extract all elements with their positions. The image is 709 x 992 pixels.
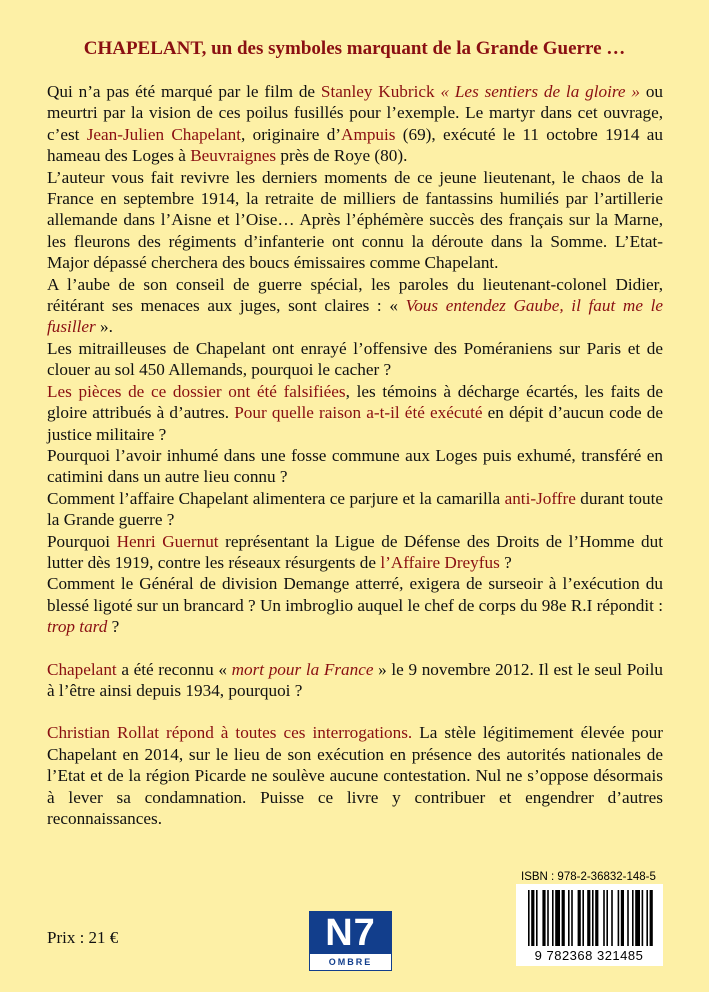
barcode-bar xyxy=(603,890,605,946)
barcode-bar xyxy=(555,890,560,946)
blurb-text xyxy=(47,81,663,829)
paragraph-kubrick: Qui n’a pas été marqué par le film de Stanley Kubrick « Les sentiers de la gloire » ou meurtri par la vision de ces poilus fusillés pour l’exemple. Le martyr dans cet ouvrage, c’est Jean-Julien Chapelant, originaire d’Ampuis (69), exécuté le 11 octobre 1914 au hameau des Loges à Beuvraignes près de Roye (80). xyxy=(47,82,664,166)
paragraph-demange: Comment le Général de division Demange atterré, exigera de surseoir à l’exécution du blessé ligoté sur un brancard ? Un imbroglio auquel le chef de corps du 98e R.I répondit : trop tard ? xyxy=(47,574,663,637)
barcode-bar xyxy=(552,890,554,946)
barcode-bar xyxy=(618,890,620,946)
barcode-bar xyxy=(592,890,594,946)
paragraph-mitrailleuses: Les mitrailleuses de Chapelant ont enrayé l’offensive des Poméraniens sur Paris et de clouer au sol 450 Allemands, pourquoi le cacher ? xyxy=(47,338,663,380)
name-chapelant: Jean-Julien Chapelant xyxy=(86,124,242,144)
film-title: « Les sentiers de la gloire » xyxy=(434,82,640,101)
barcode-bar xyxy=(621,890,624,946)
barcode-bar xyxy=(642,890,644,946)
barcode-bar xyxy=(582,890,584,946)
place-ampuis: Ampuis xyxy=(341,124,396,144)
paragraph-inhume: Pourquoi l’avoir inhumé dans une fosse commune aux Loges puis exhumé, transféré en catimini dans un autre lieu connu ? xyxy=(47,445,663,487)
paragraph-conseil: A l’aube de son conseil de guerre spécial, les paroles du lieutenant-colonel Didier, réitérant ses menaces aux juges, sont claires : « Vous entendez Gaube, il faut me le fusiller ». xyxy=(47,274,664,337)
paragraph-rollat: Christian Rollat répond à toutes ces interrogations. La stèle légitimement élevée pour Chapelant en 2014, sur le lieu de son exécution en présence des autorités nationales de l’Etat et de la région Picarde ne soulève aucune contestation. Nul ne s’oppose désormais à lever sa condamnation. Puisse ce livre y contribuer et engendrer d’autres reconnaissances. xyxy=(47,723,663,828)
paragraph-guernut: Pourquoi Henri Guernut représentant la Ligue de Défense des Droits de l’Homme dut lutter dès 1919, contre les réseaux résurgents de l’Affaire Dreyfus ? xyxy=(47,531,663,572)
barcode-number: 9 782368 321485 xyxy=(534,948,644,963)
barcode-bar xyxy=(578,890,581,946)
paragraph-joffre: Comment l’affaire Chapelant alimentera ce parjure et la camarilla anti-Joffre durant toute la Grande guerre ? xyxy=(47,488,663,530)
barcode-bar xyxy=(568,890,570,946)
place-beuvraignes: Beuvraignes xyxy=(190,146,277,166)
paragraph-mort-pour-la-france: Chapelant a été reconnu « mort pour la France » le 9 novembre 2012. Il est le seul Poilu à l’être ainsi depuis 1934, pourquoi ? xyxy=(47,659,663,700)
barcode-bar xyxy=(531,890,534,946)
paragraph-author-intro: L’auteur vous fait revivre les derniers moments de ce jeune lieutenant, le chaos de la France en septembre 1914, la retraite de milliers de fantassins humiliés par l’artillerie allemande dans l’Aisne et l’Oise… Après l’éphémère succès des français sur la Marne, les fleurons des régiments d’infanterie ont connu la déroute dans la Somme. L’Etat-Major dépassé cherchera des boucs émissaires comme Chapelant. xyxy=(47,167,663,273)
barcode-bar xyxy=(635,890,640,946)
barcode-bar xyxy=(547,890,549,946)
isbn-label: ISBN : 978-2-36832-148-5 xyxy=(521,871,656,883)
barcode-bar xyxy=(650,890,653,946)
barcode-bars xyxy=(516,884,663,966)
price-label: Prix : 21 € xyxy=(47,928,119,947)
paragraph-dossier: Les pièces de ce dossier ont été falsifiées, les témoins à décharge écartés, les faits de gloire attribués à d’autres. Pour quelle raison a-t-il été exécuté en dépit d’aucun code de justice militaire ? xyxy=(47,381,663,444)
back-cover-title: CHAPELANT, un des symboles marquant de la Grande Guerre … xyxy=(83,38,626,59)
barcode-bar xyxy=(542,890,545,946)
barcode-bar xyxy=(587,890,590,946)
barcode-bar xyxy=(571,890,573,946)
barcode-bar xyxy=(611,890,613,946)
barcode-bar xyxy=(595,890,598,946)
publisher-logo xyxy=(309,911,392,971)
barcode-bar xyxy=(627,890,629,946)
quote-didier: Vous entendez Gaube, il faut me le fusiller xyxy=(47,296,664,337)
name-kubrick: Stanley Kubrick xyxy=(320,82,435,101)
barcode-bar xyxy=(646,890,648,946)
logo-ombre: OMBRE xyxy=(328,957,373,967)
barcode-bar xyxy=(606,890,608,946)
barcode-bar xyxy=(536,890,538,946)
barcode-bar xyxy=(632,890,634,946)
barcode-bar xyxy=(562,890,565,946)
barcode xyxy=(516,884,663,966)
logo-n7: N7 xyxy=(310,912,391,954)
barcode-bar xyxy=(528,890,530,946)
